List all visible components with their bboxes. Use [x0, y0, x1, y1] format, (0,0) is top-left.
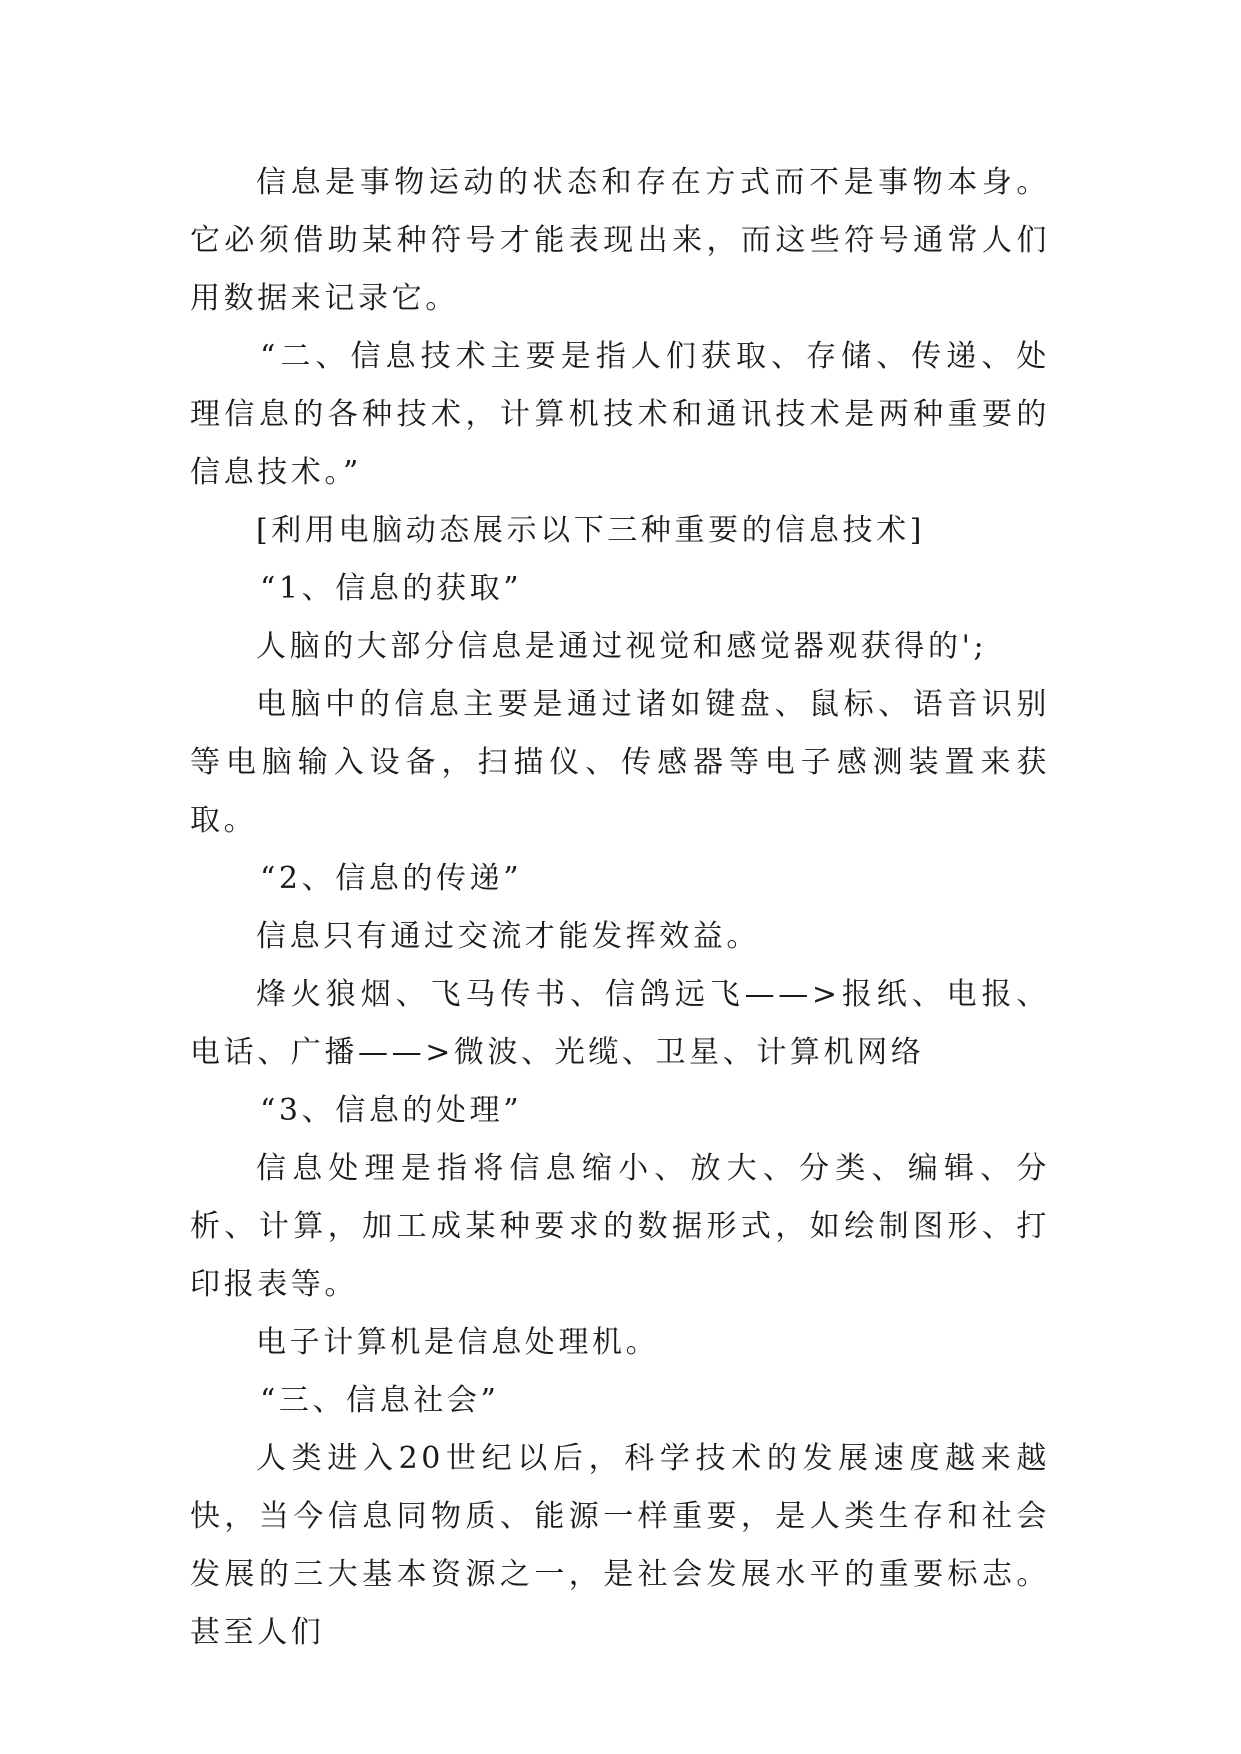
paragraph-demo-note: [利用电脑动态展示以下三种重要的信息技术]: [256, 513, 926, 548]
paragraph-info-definition: 信息是事物运动的状态和存在方式而不是事物本身。它必须借助某种符号才能表现出来，而这些符号通常人们用数据来记录它。: [190, 165, 1050, 316]
paragraph-processing-definition: 信息处理是指将信息缩小、放大、分类、编辑、分析、计算，加工成某种要求的数据形式，如绘制图形、打印报表等。: [190, 1151, 1050, 1302]
heading-info-society: “三、信息社会”: [260, 1383, 500, 1418]
heading-info-transmission: “2、信息的传递”: [260, 861, 523, 896]
heading-info-acquisition: “1、信息的获取”: [260, 571, 523, 606]
document-page: [190, 154, 1050, 1662]
paragraph-computer-processor: 电子计算机是信息处理机。: [256, 1325, 660, 1360]
paragraph-computer-input: 电脑中的信息主要是通过诸如键盘、鼠标、语音识别等电脑输入设备，扫描仪、传感器等电子感测装置来获取。: [190, 687, 1050, 838]
paragraph-section-two: “二、信息技术主要是指人们获取、存储、传递、处理信息的各种技术，计算机技术和通讯技术是两种重要的信息技术。”: [190, 339, 1050, 490]
paragraph-info-society: 人类进入20世纪以后，科学技术的发展速度越来越快，当今信息同物质、能源一样重要，是人类生存和社会发展的三大基本资源之一，是社会发展水平的重要标志。甚至人们: [190, 1441, 1050, 1650]
paragraph-human-brain: 人脑的大部分信息是通过视觉和感觉器观获得的';: [256, 629, 988, 664]
paragraph-transmission-history: 烽火狼烟、飞马传书、信鸽远飞——>报纸、电报、电话、广播——>微波、光缆、卫星、计算机网络: [190, 977, 1050, 1070]
heading-info-processing: “3、信息的处理”: [260, 1093, 523, 1128]
paragraph-communication: 信息只有通过交流才能发挥效益。: [256, 919, 760, 954]
